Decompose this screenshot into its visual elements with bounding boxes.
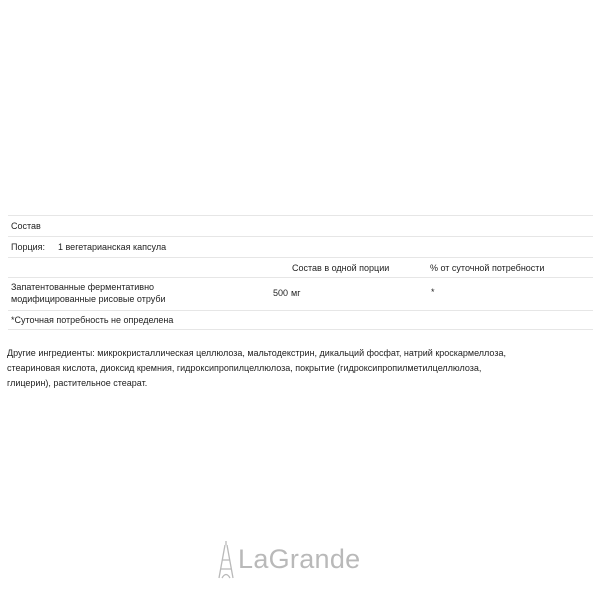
ingredient-daily-value: *: [431, 287, 435, 297]
composition-title-row: [8, 215, 593, 236]
ingredient-amount: 500: [273, 288, 289, 298]
serving-row: [8, 236, 593, 257]
footnote: *Суточная потребность не определена: [11, 315, 174, 325]
footnote-row: [8, 310, 593, 330]
composition-table: [8, 215, 593, 330]
other-ingredients-line3: глицерин), растительное стеарат.: [7, 378, 148, 388]
other-ingredients-line1: Другие ингредиенты: микрокристаллическая целлюлоза, мальтодекстрин, дикальций фосфат, натрий кроскармеллоза,: [7, 348, 506, 358]
ingredient-name-line2: модифицированные рисовые отруби: [11, 294, 166, 304]
eiffel-tower-icon: [216, 540, 236, 580]
header-row: [8, 257, 593, 277]
watermark-logo: [216, 540, 396, 580]
ingredient-row: [8, 277, 593, 310]
ingredient-name-line1: Запатентованные ферментативно: [11, 282, 155, 292]
header-daily-value: % от суточной потребности: [430, 263, 545, 273]
other-ingredients-line2: стеариновая кислота, диоксид кремния, гидроксипропилцеллюлоза, покрытие (гидроксипропилметилцеллюлоза,: [7, 363, 482, 373]
other-ingredients: [7, 346, 587, 391]
header-amount: Состав в одной порции: [292, 263, 390, 273]
serving-label: Порция:: [11, 242, 46, 252]
composition-title: Состав: [11, 221, 41, 231]
serving-value: 1 вегетарианская капсула: [58, 242, 167, 252]
watermark-text: LaGrande: [238, 544, 361, 574]
ingredient-unit: мг: [291, 288, 301, 298]
